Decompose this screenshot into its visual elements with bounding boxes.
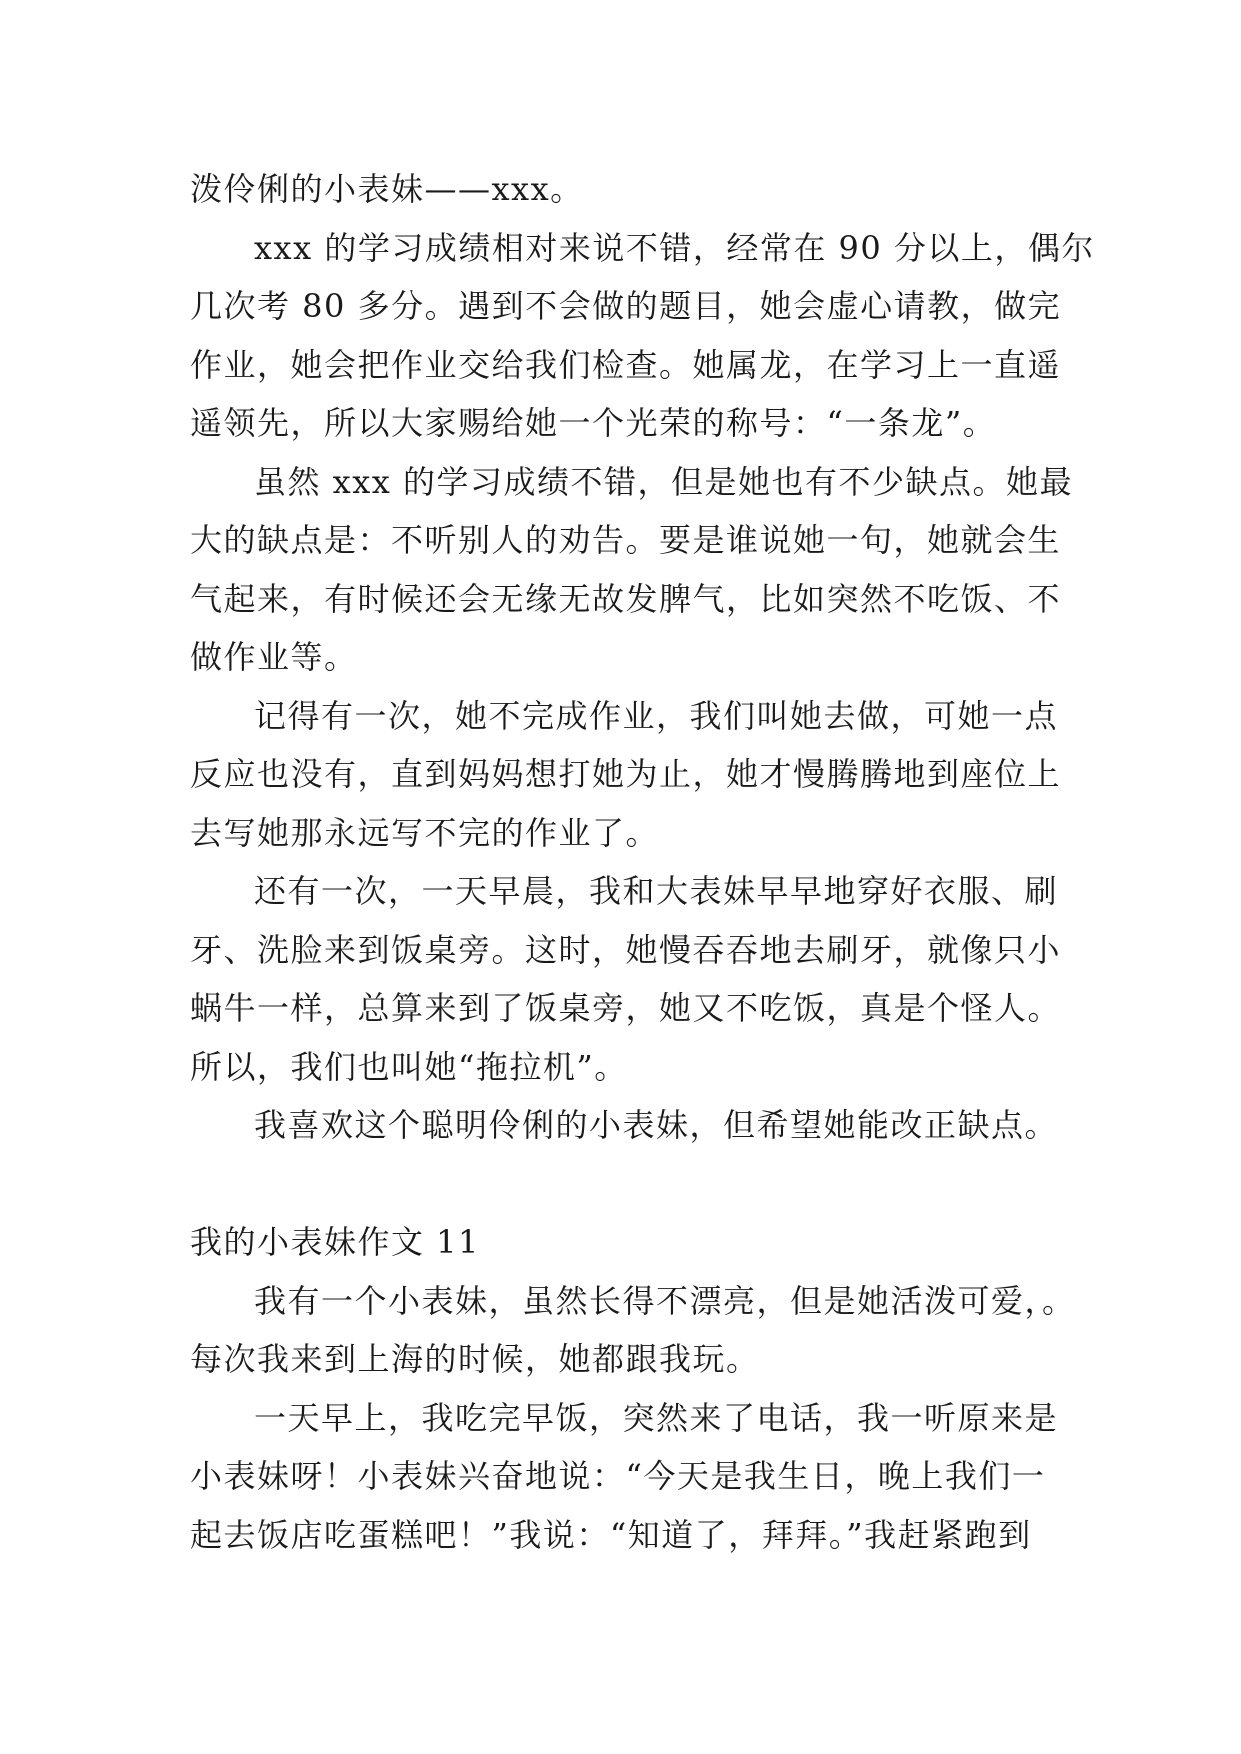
text-line: 蜗牛一样，总算来到了饭桌旁，她又不吃饭，真是个怪人。 [190, 989, 1062, 1027]
text-line: 几次考 80 多分。遇到不会做的题目，她会虚心请教，做完 [190, 287, 1062, 325]
text-line: 做作业等。 [190, 638, 358, 676]
paragraph-start-line: 我喜欢这个聪明伶俐的小表妹，但希望她能改正缺点。 [254, 1106, 1059, 1144]
paragraph-start-line: 还有一次，一天早晨，我和大表妹早早地穿好衣服、刷 [254, 872, 1059, 910]
paragraph-start-line: 虽然 xxx 的学习成绩不错，但是她也有不少缺点。她最 [254, 462, 1073, 501]
section-gap [190, 1155, 1050, 1214]
paragraph-start-line: 我有一个小表妹，虽然长得不漂亮，但是她活泼可爱，。 [254, 1281, 1076, 1320]
section-title: 我的小表妹作文 11 [190, 1223, 480, 1261]
text-line: 作业，她会把作业交给我们检查。她属龙，在学习上一直遥 [190, 345, 1062, 384]
text-line: 遥领先，所以大家赐给她一个光荣的称号：“一条龙”。 [190, 404, 997, 442]
text-line: 小表妹呀！小表妹兴奋地说：“今天是我生日，晚上我们一 [190, 1457, 1046, 1495]
document-body [190, 160, 1095, 1564]
text-line: 大的缺点是：不听别人的劝告。要是谁说她一句，她就会生 [190, 521, 1062, 559]
paragraph-start-line: 一天早上，我吃完早饭，突然来了电话，我一听原来是 [254, 1398, 1059, 1437]
text-line: 所以，我们也叫她“拖拉机”。 [190, 1047, 628, 1086]
text-line: 去写她那永远写不完的作业了。 [190, 813, 660, 852]
paragraph-start-line: 记得有一次，她不完成作业，我们叫她去做，可她一点 [254, 696, 1059, 735]
paragraph-start-line: xxx 的学习成绩相对来说不错，经常在 90 分以上，偶尔 [254, 228, 1095, 267]
text-line: 每次我来到上海的时候，她都跟我玩。 [190, 1340, 760, 1378]
text-line: 泼伶俐的小表妹——xxx。 [190, 170, 584, 208]
text-line: 气起来，有时候还会无缘无故发脾气，比如突然不吃饭、不 [190, 579, 1062, 618]
text-line: 反应也没有，直到妈妈想打她为止，她才慢腾腾地到座位上 [190, 755, 1062, 793]
text-line: 起去饭店吃蛋糕吧！”我说：“知道了，拜拜。”我赶紧跑到 [190, 1515, 1032, 1554]
text-line: 牙、洗脸来到饭桌旁。这时，她慢吞吞地去刷牙，就像只小 [190, 930, 1062, 969]
